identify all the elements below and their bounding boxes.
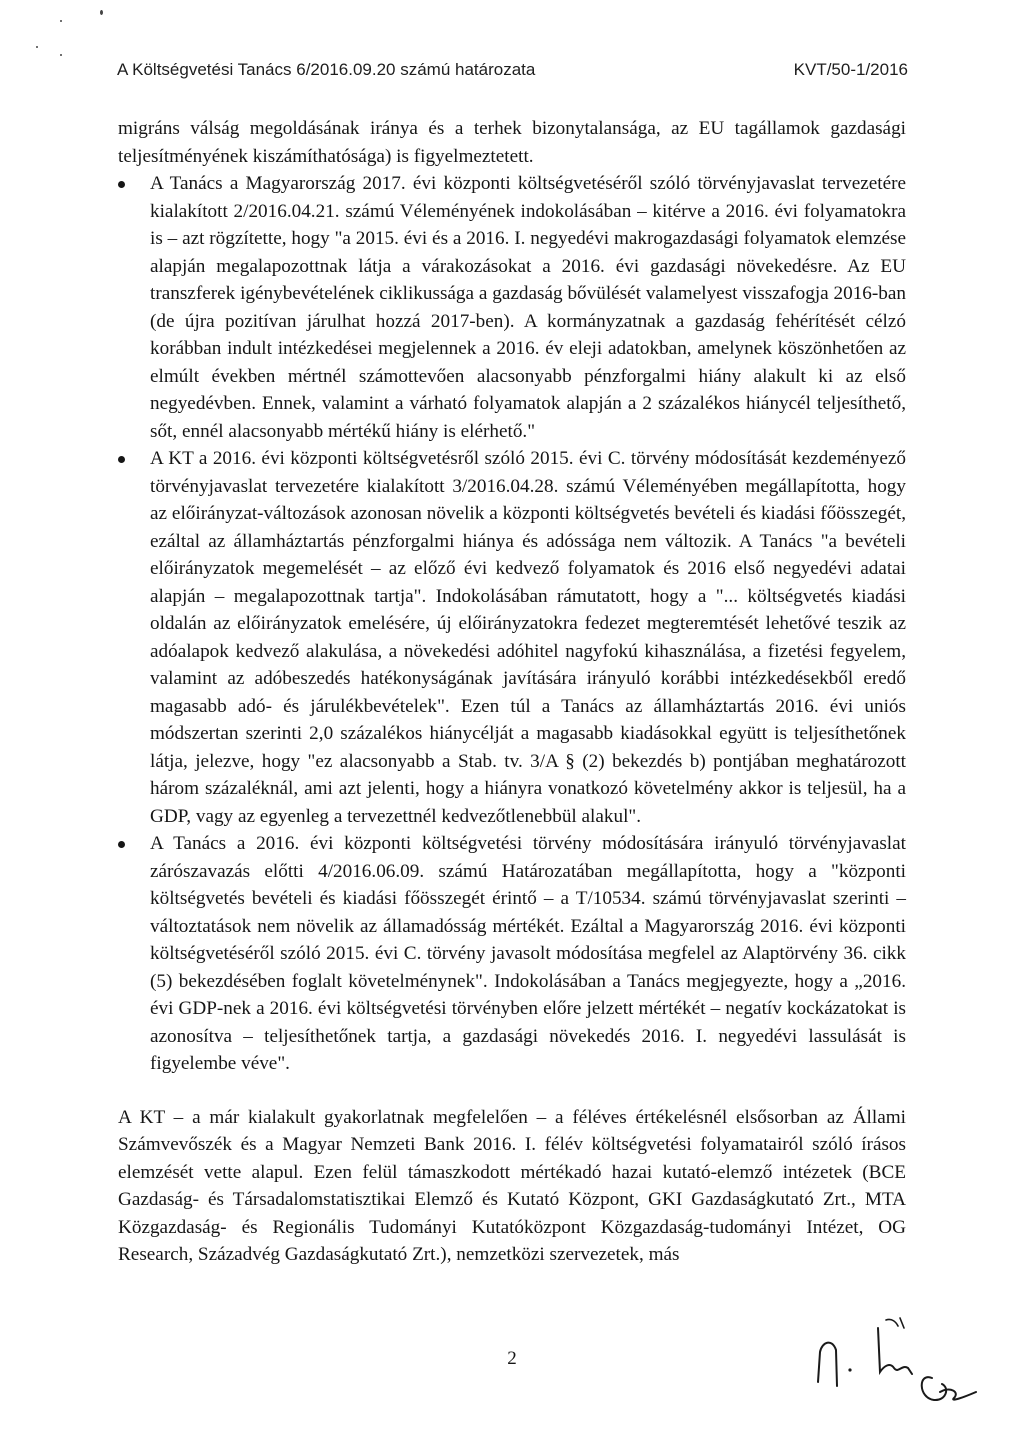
bullet-item bbox=[118, 830, 906, 1078]
bullet-icon bbox=[118, 456, 125, 463]
bullet-text: A KT a 2016. évi központi költségvetésről szóló 2015. évi C. törvény módosítását kezdeményező törvényjavaslat tervezetére kialakított 3/2016.04.28. számú Véleményében megállapította, hogy az előirányzat-változások azonosan növelik a központi költségvetés bevételi és kiadási főösszegét, ezáltal az államháztartás pénzforgalmi hiánya és adóssága nem változik. A Tanács "a bevételi előirányzatok megemelését – az előző évi kedvező folyamatok és 2016 első negyedévi adatai alapján – megalapozottnak tartja". Indokolásában rámutatott, hogy a "... költségvetés kiadási oldalán az előirányzatok emelésére, új előirányzatokra fedezet megteremtését lehetővé teszik az adóalapok kedvező alakulása, a növekedési adóhitel nagyfokú kihasználása, a fizetési fegyelem, valamint az adóbeszedés hatékonyságának javítására irányuló korábbi intézkedésekből eredő magasabb adó- és járulékbevételek". Ezen túl a Tanács az államháztartás 2016. évi uniós módszertan szerinti 2,0 százalékos hiánycélját a magasabb kiadásokkal együtt is teljesíthetőnek látja, jelezve, hogy "ez alacsonyabb a Stab. tv. 3/A § (2) bekezdés b) pontjában meghatározott három százaléknál, ami azt jelenti, hogy a hiányra vonatkozó követelmény akkor is teljesül, ha a GDP, vagy az egyenleg a tervezettnél kedvezőtlenebbül alakul". bbox=[150, 448, 906, 827]
scan-speck bbox=[60, 20, 62, 22]
scan-speck bbox=[60, 54, 62, 56]
bullet-item bbox=[118, 170, 906, 445]
bullet-list bbox=[118, 170, 906, 1078]
intro-paragraph: migráns válság megoldásának iránya és a terhek bizonytalansága, az EU tagállamok gazdasági teljesítményének kiszámíthatósága) is figyelmeztetett. bbox=[118, 118, 906, 167]
bullet-text: A Tanács a Magyarország 2017. évi központi költségvetéséről szóló törvényjavaslat tervezetére kialakított 2/2016.04.21. számú Véleményének indokolásában – kitérve a 2016. évi folyamatokra is – azt rögzítette, hogy "a 2015. évi és a 2016. I. negyedévi makrogazdasági folyamatok elemzése alapján megalapozottnak látja a várakozásokat a 2016. évi gazdasági növekedésre. Az EU transzferek igénybevételének ciklikussága a gazdaság bővülését valamelyest visszafogja 2016-ban (de újra pozitívan járulhat hozzá 2017-ben). A kormányzatnak a gazdaság fehérítését célzó korábban indult intézkedései megjelennek a 2016. év eleji adatokban, amelynek köszönhetően az elmúlt években mértnél számottevően alacsonyabb pénzforgalmi hiány alakult ki az első negyedévben. Ennek, valamint a várható folyamatok alapján a 2 százalékos hiánycél teljesíthető, sőt, ennél alacsonyabb mértékű hiány is elérhető." bbox=[150, 173, 906, 442]
header-reference-number: KVT/50-1/2016 bbox=[793, 60, 908, 79]
scan-speck bbox=[100, 10, 103, 15]
closing-paragraph: A KT – a már kialakult gyakorlatnak megfelelően – a féléves értékelésnél elsősorban az Állami Számvevőszék és a Magyar Nemzeti Bank 2016. I. félév költségvetési folyamatairól szóló írásos elemzését vette alapul. Ezen felül támaszkodott mértékadó hazai kutató-elemző intézetek (BCE Gazdaság- és Társadalomstatisztikai Elemző és Kutató Központ, GKI Gazdaságkutató Zrt., MTA Közgazdaság- és Regionális Tudományi Kutatóközpont Közgazdaság-tudományi Intézet, OG Research, Századvég Gazdaságkutató Zrt.), nemzetközi szervezetek, más bbox=[118, 1106, 906, 1265]
handwritten-signature bbox=[800, 1300, 990, 1410]
bullet-text: A Tanács a 2016. évi központi költségvetési törvény módosítására irányuló törvényjavaslat zárószavazás előtti 4/2016.06.09. számú Határozatában megállapította, hogy a "központi költségvetés bevételi és kiadási főösszegét érintő – a T/10534. számú törvényjavaslat szerinti – változtatások nem növelik az államadósság mértékét. Ezáltal a Magyarország 2016. évi központi költségvetéséről szóló 2015. évi C. törvény javasolt módosítása megfelel az Alaptörvény 36. cikk (5) bekezdésében foglalt követelménynek". Indokolásában a Tanács megjegyezte, hogy a „2016. évi GDP-nek a 2016. évi költségvetési törvényben előre jelzett mértékét – negatív kockázatokat is azonosítva – teljesíthetőnek tartja, a gazdasági növekedés 2016. I. negyedévi lassulását is figyelembe véve". bbox=[150, 833, 906, 1074]
scan-speck bbox=[36, 46, 38, 48]
bullet-icon bbox=[118, 181, 125, 188]
bullet-icon bbox=[118, 841, 125, 848]
page-header bbox=[117, 60, 908, 86]
bullet-item bbox=[118, 445, 906, 830]
header-title: A Költségvetési Tanács 6/2016.09.20 számú határozata bbox=[117, 60, 536, 79]
page-number: 2 bbox=[507, 1348, 517, 1369]
document-body bbox=[118, 115, 906, 1269]
